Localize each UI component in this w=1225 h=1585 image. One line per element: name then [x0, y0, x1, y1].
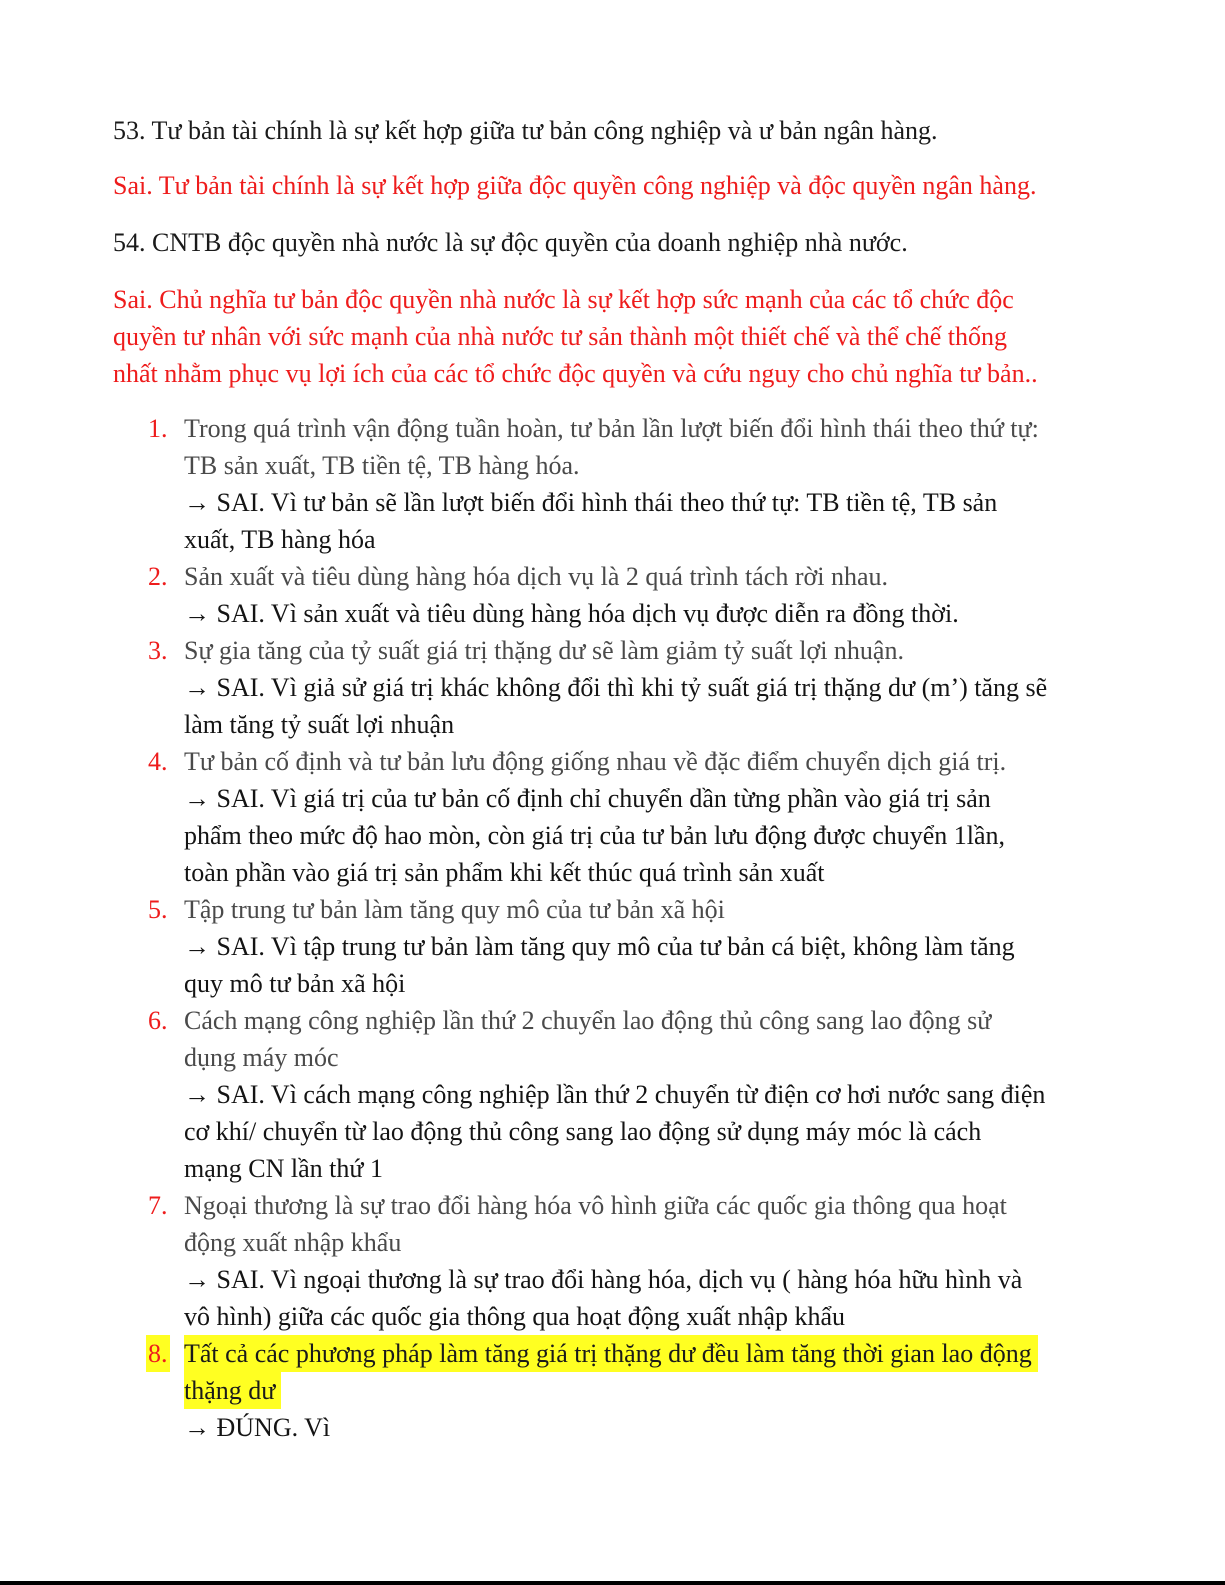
- item-explanation: [184, 1261, 1225, 1335]
- explanation-line: → SAI. Vì sản xuất và tiêu dùng hàng hóa dịch vụ được diễn ra đồng thời.: [184, 599, 959, 628]
- answer-54: [113, 281, 1113, 392]
- item-statement: [184, 632, 1225, 669]
- explanation-line: → SAI. Vì tập trung tư bản làm tăng quy mô của tư bản cá biệt, không làm tăng: [184, 932, 1015, 961]
- list-item: [0, 1187, 1225, 1335]
- item-number: 2.: [148, 562, 168, 591]
- item-statement: [184, 1187, 1225, 1261]
- explanation-line: → SAI. Vì tư bản sẽ lần lượt biến đổi hình thái theo thứ tự: TB tiền tệ, TB sản: [184, 488, 998, 517]
- item-number: 1.: [148, 414, 168, 443]
- statement-line: Sản xuất và tiêu dùng hàng hóa dịch vụ là 2 quá trình tách rời nhau.: [184, 562, 889, 591]
- explanation-line: → SAI. Vì ngoại thương là sự trao đổi hàng hóa, dịch vụ ( hàng hóa hữu hình và: [184, 1265, 1023, 1294]
- answer-line: Sai. Chủ nghĩa tư bản độc quyền nhà nước là sự kết hợp sức mạnh của các tổ chức độc: [113, 285, 1014, 314]
- question-53: 53. Tư bản tài chính là sự kết hợp giữa tư bản công nghiệp và ư bản ngân hàng.: [113, 116, 938, 145]
- item-explanation: [184, 595, 1225, 632]
- explanation-line: → SAI. Vì cách mạng công nghiệp lần thứ 2 chuyển từ điện cơ hơi nước sang điện: [184, 1080, 1046, 1109]
- item-number: 3.: [148, 636, 168, 665]
- numbered-list: [0, 410, 1225, 1446]
- explanation-line: → SAI. Vì giá trị của tư bản cố định chỉ chuyển dần từng phần vào giá trị sản: [184, 784, 991, 813]
- question-54: 54. CNTB độc quyền nhà nước là sự độc quyền của doanh nghiệp nhà nước.: [113, 228, 908, 257]
- item-statement: [184, 410, 1225, 484]
- item-explanation: [184, 484, 1225, 558]
- explanation-line: mạng CN lần thứ 1: [184, 1154, 383, 1183]
- statement-line: Tất cả các phương pháp làm tăng giá trị thặng dư đều làm tăng thời gian lao động: [184, 1335, 1038, 1372]
- statement-line: Ngoại thương là sự trao đổi hàng hóa vô hình giữa các quốc gia thông qua hoạt: [184, 1191, 1007, 1220]
- statement-line: dụng máy móc: [184, 1043, 339, 1072]
- list-item: [0, 410, 1225, 558]
- item-explanation: [184, 1409, 1225, 1446]
- explanation-line: xuất, TB hàng hóa: [184, 525, 376, 554]
- item-number: 8.: [146, 1335, 170, 1372]
- explanation-line: → SAI. Vì giả sử giá trị khác không đổi thì khi tỷ suất giá trị thặng dư (m’) tăng sẽ: [184, 673, 1048, 702]
- item-statement: [184, 891, 1225, 928]
- explanation-line: → ĐÚNG. Vì: [184, 1413, 331, 1442]
- explanation-line: cơ khí/ chuyển từ lao động thủ công sang lao động sử dụng máy móc là cách: [184, 1117, 982, 1146]
- item-explanation: [184, 928, 1225, 1002]
- explanation-line: làm tăng tỷ suất lợi nhuận: [184, 710, 455, 739]
- explanation-line: phẩm theo mức độ hao mòn, còn giá trị của tư bản lưu động được chuyển 1lần,: [184, 821, 1006, 850]
- list-item: [0, 632, 1225, 743]
- statement-line: Sự gia tăng của tỷ suất giá trị thặng dư sẽ làm giảm tỷ suất lợi nhuận.: [184, 636, 904, 665]
- explanation-line: quy mô tư bản xã hội: [184, 969, 406, 998]
- item-explanation: [184, 780, 1225, 891]
- item-number: 4.: [148, 747, 168, 776]
- item-statement: [184, 1335, 1225, 1409]
- item-explanation: [184, 1076, 1225, 1187]
- page-bottom-border: [0, 1581, 1225, 1585]
- answer-line: nhất nhằm phục vụ lợi ích của các tổ chức độc quyền và cứu nguy cho chủ nghĩa tư bản..: [113, 359, 1038, 388]
- statement-line: động xuất nhập khẩu: [184, 1228, 402, 1257]
- statement-line: TB sản xuất, TB tiền tệ, TB hàng hóa.: [184, 451, 580, 480]
- list-item: [0, 1002, 1225, 1187]
- item-statement: [184, 1002, 1225, 1076]
- statement-line: Trong quá trình vận động tuần hoàn, tư bản lần lượt biến đổi hình thái theo thứ tự:: [184, 414, 1039, 443]
- answer-53: [113, 167, 1113, 204]
- answer-line: quyền tư nhân với sức mạnh của nhà nước tư sản thành một thiết chế và thể chế thống: [113, 322, 1007, 351]
- statement-line: Tập trung tư bản làm tăng quy mô của tư bản xã hội: [184, 895, 725, 924]
- list-item: [0, 743, 1225, 891]
- item-statement: [184, 558, 1225, 595]
- item-number: 5.: [148, 895, 168, 924]
- item-number: 7.: [148, 1191, 168, 1220]
- list-item-highlighted: [0, 1335, 1225, 1446]
- statement-line: Cách mạng công nghiệp lần thứ 2 chuyển lao động thủ công sang lao động sử: [184, 1006, 992, 1035]
- item-statement: [184, 743, 1225, 780]
- item-explanation: [184, 669, 1225, 743]
- statement-line: thặng dư: [184, 1372, 281, 1409]
- list-item: [0, 558, 1225, 632]
- list-item: [0, 891, 1225, 1002]
- explanation-line: vô hình) giữa các quốc gia thông qua hoạt động xuất nhập khẩu: [184, 1302, 846, 1331]
- item-number: 6.: [148, 1006, 168, 1035]
- statement-line: Tư bản cố định và tư bản lưu động giống nhau về đặc điểm chuyển dịch giá trị.: [184, 747, 1007, 776]
- answer-line: Sai. Tư bản tài chính là sự kết hợp giữa độc quyền công nghiệp và độc quyền ngân hàng.: [113, 171, 1037, 200]
- explanation-line: toàn phần vào giá trị sản phẩm khi kết thúc quá trình sản xuất: [184, 858, 825, 887]
